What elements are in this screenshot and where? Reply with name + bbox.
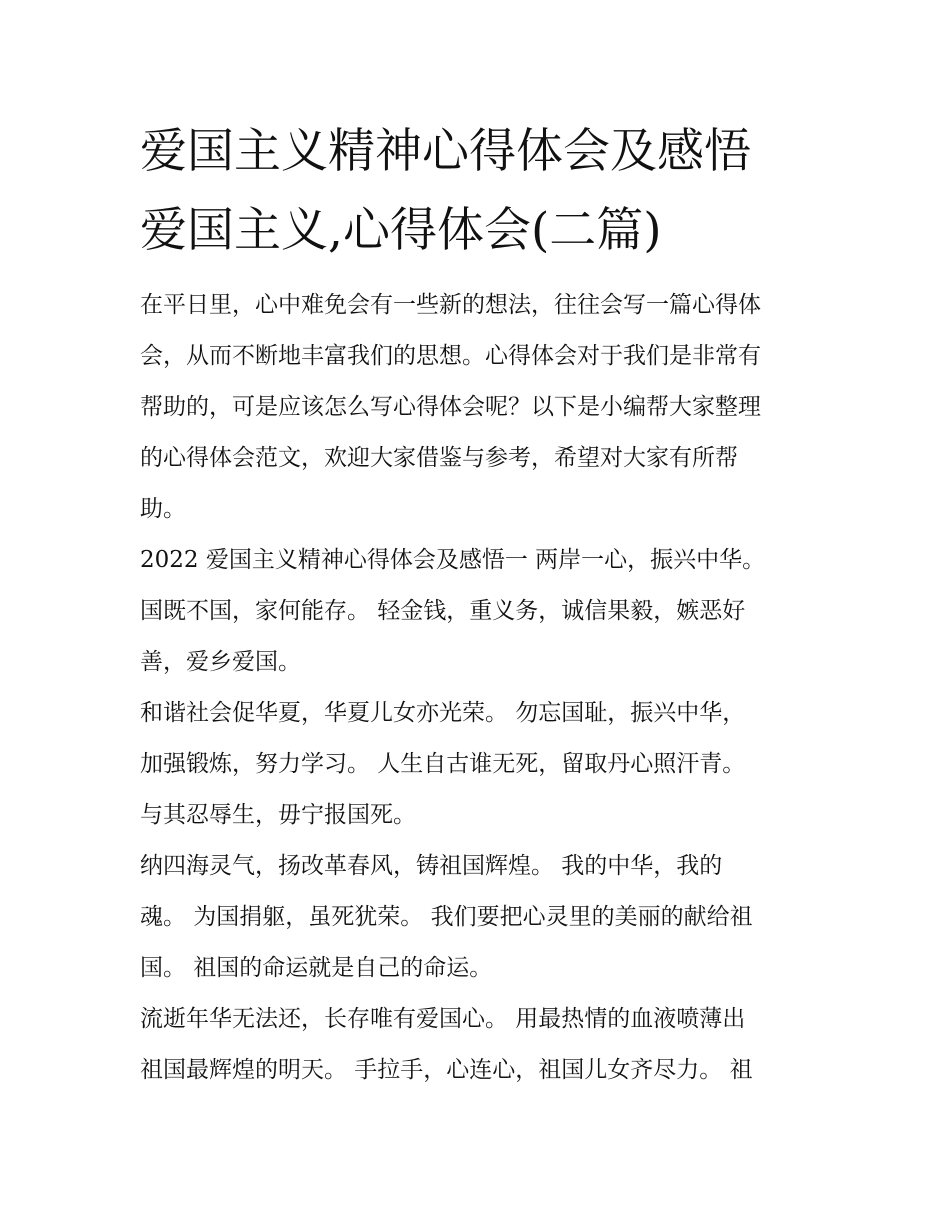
text-line: 纳四海灵气，扬改革春风，铸祖国辉煌。 我的中华，我的	[140, 853, 723, 879]
text-line: 会，从而不断地丰富我们的思想。心得体会对于我们是非常有	[140, 343, 761, 369]
text-line: 加强锻炼，努力学习。 人生自古谁无死，留取丹心照汗青。	[140, 751, 746, 777]
text-line: 助。	[140, 496, 186, 522]
text-line: 2022 爱国主义精神心得体会及感悟一 两岸一心，振兴中华。	[140, 547, 766, 573]
text-line: 魂。 为国捐躯，虽死犹荣。 我们要把心灵里的美丽的献给祖	[140, 904, 753, 930]
text-line: 和谐社会促华夏，华夏儿女亦光荣。 勿忘国耻，振兴中华，	[140, 700, 746, 726]
title-line-1: 爱国主义精神心得体会及感悟	[140, 124, 751, 179]
paragraph-china	[140, 841, 820, 994]
paragraph-harmony	[140, 688, 820, 841]
paragraph-intro	[140, 280, 820, 535]
text-line: 帮助的，可是应该怎么写心得体会呢？以下是小编帮大家整理	[140, 394, 761, 420]
text-line: 善，爱乡爱国。	[140, 649, 301, 675]
paragraph-essay-opening	[140, 535, 820, 688]
text-line: 祖国最辉煌的明天。 手拉手，心连心，祖国儿女齐尽力。 祖	[140, 1057, 753, 1083]
text-line: 在平日里，心中难免会有一些新的想法，往往会写一篇心得体	[140, 292, 761, 318]
title-line-2: 爱国主义,心得体会(二篇)	[140, 203, 662, 258]
document-body	[140, 280, 820, 1096]
text-line: 与其忍辱生，毋宁报国死。	[140, 802, 416, 828]
text-line: 流逝年华无法还，长存唯有爱国心。 用最热情的血液喷薄出	[140, 1006, 746, 1032]
document-title	[140, 112, 840, 270]
text-line: 国既不国，家何能存。 轻金钱，重义务，诚信果毅，嫉恶好	[140, 598, 746, 624]
text-line: 的心得体会范文，欢迎大家借鉴与参考，希望对大家有所帮	[140, 445, 738, 471]
text-line: 国。 祖国的命运就是自己的命运。	[140, 955, 493, 981]
paragraph-patriotism	[140, 994, 820, 1096]
